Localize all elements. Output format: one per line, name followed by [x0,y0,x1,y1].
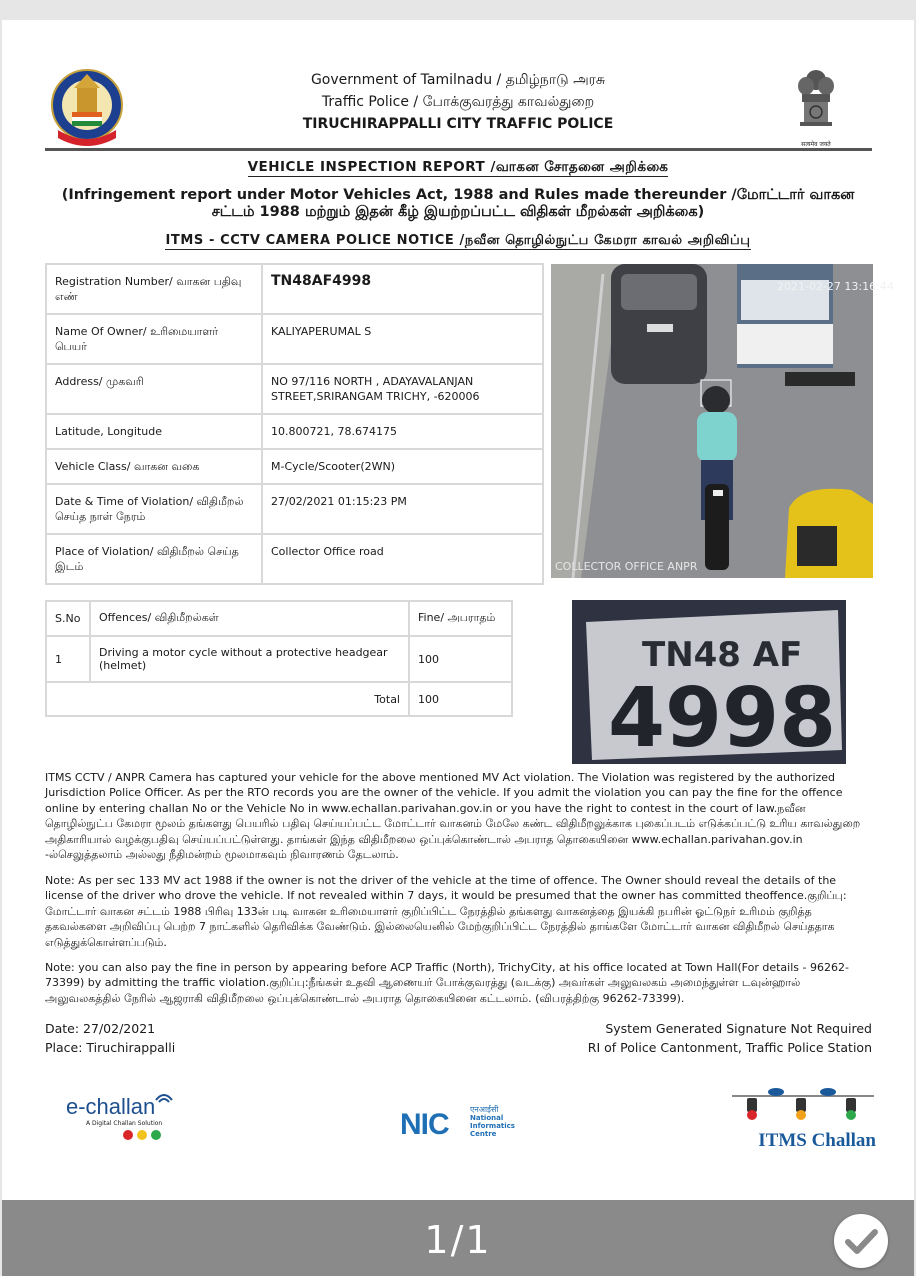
info-label: Vehicle Class/ வாகன வகை [46,449,262,484]
violation-datetime: 27/02/2021 01:15:23 PM [262,484,543,534]
echallan-tagline: A Digital Challan Solution [86,1120,163,1127]
footer-place: Place: Tiruchirappalli [45,1040,176,1055]
info-row-address [46,364,543,414]
signature-authority: RI of Police Cantonment, Traffic Police Station [587,1040,872,1055]
itms-wordmark: ITMS Challan [758,1130,876,1151]
total-value: 100 [409,682,512,716]
traffic-signal-icon [730,1088,876,1124]
itms-challan-logo [730,1088,876,1150]
confirm-button[interactable] [834,1214,888,1268]
info-row-vehicle-class [46,449,543,484]
header-traffic-police: Traffic Police / போக்குவரத்து காவல்துறை [321,94,595,110]
header-city-police: TIRUCHIRAPPALLI CITY TRAFFIC POLICE [302,116,614,132]
footer-date: Date: 27/02/2021 [45,1021,156,1036]
camera-location: COLLECTOR OFFICE ANPR [555,560,698,573]
nic-wordmark: NIC [400,1108,449,1141]
echallan-logo [66,1094,186,1152]
notice-paragraph-sec133: Note: As per sec 133 MV act 1988 if the owner is not the driver of the vehicle at the time of offence. The Owner should reveal the details of the license of the driver who drove the vehicle. If not revealed within 7 days, it would be presumed that the owner has committed theoffence.குறிப்பு: மோட்டார் வாகன சட்டம் 1988 பிரிவு 133ன் படி வாகன உரிமையாளர் குறிப்பிட்ட நேரத்தில் தங்களது வாகனத்தை இயக்கி நபரின் ஓட்டுநர் உரிமம் குறித்த தகவல்களை அறிவிப்பு பெற்ற 7 நாட்களில் தெரிவிக்க வேண்டும். இல்லையெனில் மேற்குறிப்பிட்ட நேரத்தில் தாங்களே மோட்டார் வாகன விதிமீறல் செய்ததாக எடுத்துக்கொள்ளப்படும். [45,874,847,949]
owner-address: NO 97/116 NORTH , ADAYAVALANJAN STREET,SRIRANGAM TRICHY, -620006 [262,364,543,414]
info-label: Latitude, Longitude [46,414,262,449]
wifi-icon [154,1088,174,1108]
info-label: Registration Number/ வாகன பதிவு எண் [46,264,262,314]
plate-line2: 4998 [608,671,837,766]
info-row-place [46,534,543,584]
traffic-dots-icon [120,1128,180,1142]
header-government: Government of Tamilnadu / தமிழ்நாடு அரசு [310,72,606,88]
owner-name: KALIYAPERUMAL S [262,314,543,364]
violation-place: Collector Office road [262,534,543,584]
offence-row [46,636,512,682]
nic-centre: Centre [470,1130,497,1138]
echallan-wordmark: e-challan [66,1094,156,1119]
lat-long: 10.800721, 78.674175 [262,414,543,449]
info-row-datetime [46,484,543,534]
number-plate-crop [572,600,846,764]
total-label: Total [46,682,409,716]
registration-number: TN48AF4998 [262,264,543,314]
offences-total-row [46,682,512,716]
viewer-bottom-bar [2,1200,914,1276]
info-label: Place of Violation/ விதிமீறல் செய்த இடம் [46,534,262,584]
info-row-owner [46,314,543,364]
notice-title: ITMS - CCTV CAMERA POLICE NOTICE /நவீன தொழில்நுட்ப கேமரா காவல் அறிவிப்பு [165,233,751,248]
header-divider [45,148,872,151]
info-label: Address/ முகவரி [46,364,262,414]
info-row-registration [46,264,543,314]
nic-hindi: एनआईसी [470,1105,499,1114]
header-fine: Fine/ அபராதம் [409,601,512,636]
notice-paragraph-pay-in-person: Note: you can also pay the fine in person by appearing before ACP Traffic (North), TrichyCity, at his office located at Town Hall(For details - 96262-73399) by admitting the traffic violation.குறிப்பு:நீங்கள் உதவி ஆணையர் போக்குவரத்து (வடக்கு) அவர்கள் அலுவலகம் அமைந்துள்ள டவுன்ஹால் அலுவலகத்தில் நேரில் ஆஜராகி விதிமீறலை ஒப்புக்கொண்டால் அபராத தொகையினை கட்டலாம். (விபரத்திற்கு 96262-73399). [45,961,849,1005]
camera-snapshot [551,264,894,578]
nic-national: National [470,1114,504,1122]
header-sno: S.No [46,601,90,636]
signature-note: System Generated Signature Not Required [605,1021,872,1036]
report-subtitle: (Infringement report under Motor Vehicles Act, 1988 and Rules made thereunder /மோட்டார் வாகன சட்டம் 1988 மற்றும் இதன் கீழ் இயற்றப்பட்ட விதிகள் மீறல்கள் அறிக்கை) [61,187,855,220]
info-label: Name Of Owner/ உரிமையாளர் பெயர் [46,314,262,364]
page-indicator: 1/1 [424,1218,492,1262]
notice-paragraph-capture: ITMS CCTV / ANPR Camera has captured your vehicle for the above mentioned MV Act violation. The Violation was registered by the authorized Jurisdiction Police Officer. As per the RTO records you are the owner of the vehicle. If you admit the violation you can pay the fine for the offence online by entering challan No or the Vehicle No in www.echallan.parivahan.gov.in or you have the right to contest in the court of law.நவீன தொழில்நுட்ப கேமரா மூலம் தங்களது பெயரில் பதிவு செய்யப்பட்ட மோட்டார் வாகனம் மேலே கண்ட விதிமீறலுக்காக புகைப்படம் எடுக்கப்பட்டு உரிய காவல்துறை அதிகாரியால் வழக்குபதிவு செய்யப்பட்டுள்ளது. தாங்கள் இந்த விதிமீறலை ஒப்புக்கொண்டால் அபராத தொகையினை www.echallan.parivahan.gov.in -ல்செலுத்தலாம் அல்லது நீதிமன்றம் மூலமாகவும் நிவாரணம் தேடலாம். [45,771,861,862]
nic-informatics: Informatics [470,1122,515,1130]
offence-sno: 1 [46,636,90,682]
offences-table [45,600,513,717]
vehicle-class: M-Cycle/Scooter(2WN) [262,449,543,484]
emblem-motto: सत्यमेव जयते [801,141,831,148]
report-title: VEHICLE INSPECTION REPORT /வாகன சோதனை அறிக்கை [247,159,669,175]
offence-fine: 100 [409,636,512,682]
camera-timestamp: 2021-02-27 13:16:44 [777,280,894,293]
offence-description: Driving a motor cycle without a protective headgear (helmet) [90,636,409,682]
nic-logo [400,1104,530,1140]
footer-date-place [45,1019,175,1057]
checkmark-icon [834,1214,888,1268]
vehicle-info-table [45,263,544,585]
info-label: Date & Time of Violation/ விதிமீறல் செய்த நாள் நேரம் [46,484,262,534]
info-row-latlong [46,414,543,449]
footer-signature [588,1019,872,1057]
header-offence: Offences/ விதிமீறல்கள் [90,601,409,636]
report-page [2,20,914,1200]
plate-line1: TN48 AF [642,635,803,675]
offences-header-row [46,601,512,636]
